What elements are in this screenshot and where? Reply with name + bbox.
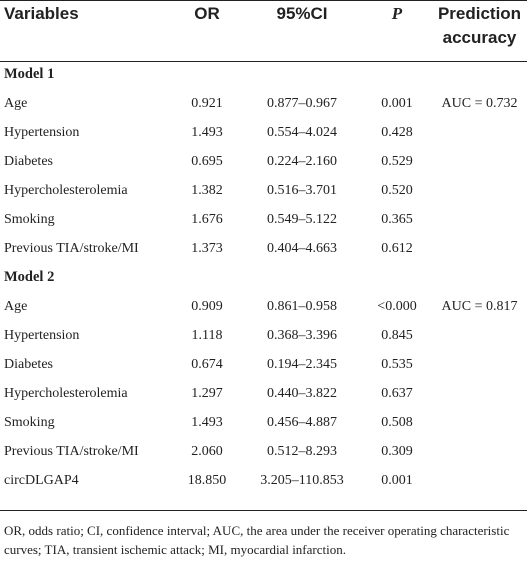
table-footnote: OR, odds ratio; CI, confidence interval; AUC, the area under the receiver operating characteristic curves; TIA, transient ischemic attack; MI, myocardial infarction.	[4, 523, 510, 557]
section-label: Model 2	[4, 269, 55, 285]
cell-or: 1.297	[191, 385, 223, 401]
cell-accuracy	[432, 176, 527, 205]
cell-accuracy: AUC = 0.732	[441, 95, 518, 111]
table-row	[0, 350, 527, 379]
table-bottom-rule	[0, 510, 527, 511]
cell-ci: 0.516–3.701	[267, 182, 337, 198]
table-row	[0, 89, 527, 118]
cell-variable: Hypertension	[4, 124, 80, 140]
cell-p: 0.637	[381, 385, 413, 401]
header-row	[0, 0, 527, 60]
cell-variable: Smoking	[4, 414, 55, 430]
cell-accuracy	[432, 147, 527, 176]
header-prediction-accuracy: Prediction accuracy	[437, 4, 522, 47]
cell-ci: 0.440–3.822	[267, 385, 337, 401]
cell-ci: 0.224–2.160	[267, 153, 337, 169]
cell-or: 0.674	[191, 356, 223, 372]
cell-accuracy	[432, 234, 527, 263]
cell-or: 1.382	[191, 182, 223, 198]
cell-ci: 0.512–8.293	[267, 443, 337, 459]
cell-accuracy	[432, 118, 527, 147]
header-ci: 95%CI	[276, 4, 328, 23]
cell-accuracy	[432, 205, 527, 234]
cell-p: 0.529	[381, 153, 413, 169]
cell-ci: 0.194–2.345	[267, 356, 337, 372]
cell-p: 0.428	[381, 124, 413, 140]
table-row	[0, 176, 527, 205]
section-label: Model 1	[4, 66, 55, 82]
table-row	[0, 292, 527, 321]
cell-variable: Hypercholesterolemia	[4, 182, 128, 198]
cell-or: 1.493	[191, 414, 223, 430]
table-row	[0, 234, 527, 263]
cell-accuracy	[432, 408, 527, 437]
cell-or: 0.909	[191, 298, 223, 314]
cell-or: 2.060	[191, 443, 223, 459]
cell-variable: circDLGAP4	[4, 472, 79, 488]
cell-ci: 0.368–3.396	[267, 327, 337, 343]
cell-variable: Age	[4, 95, 28, 111]
cell-accuracy	[432, 437, 527, 466]
cell-variable: Smoking	[4, 211, 55, 227]
cell-ci: 0.549–5.122	[267, 211, 337, 227]
cell-ci: 0.456–4.887	[267, 414, 337, 430]
cell-variable: Hypertension	[4, 327, 80, 343]
cell-accuracy	[432, 466, 527, 495]
cell-variable: Diabetes	[4, 356, 53, 372]
cell-p: <0.000	[377, 298, 417, 314]
table-row	[0, 118, 527, 147]
section-row-model1	[0, 60, 527, 89]
cell-ci: 0.554–4.024	[267, 124, 337, 140]
cell-p: 0.520	[381, 182, 413, 198]
table-row	[0, 321, 527, 350]
cell-or: 1.493	[191, 124, 223, 140]
cell-variable: Hypercholesterolemia	[4, 385, 128, 401]
cell-p: 0.508	[381, 414, 413, 430]
section-row-model2	[0, 263, 527, 292]
cell-p: 0.535	[381, 356, 413, 372]
cell-ci: 0.877–0.967	[267, 95, 337, 111]
table-row	[0, 466, 527, 495]
cell-variable: Diabetes	[4, 153, 53, 169]
table-row	[0, 147, 527, 176]
cell-or: 0.921	[191, 95, 223, 111]
cell-p: 0.001	[381, 95, 413, 111]
header-or: OR	[194, 4, 220, 23]
cell-accuracy: AUC = 0.817	[441, 298, 518, 314]
cell-or: 18.850	[187, 472, 227, 488]
table-body	[0, 60, 527, 495]
cell-accuracy	[432, 379, 527, 408]
cell-p: 0.309	[381, 443, 413, 459]
cell-p: 0.001	[381, 472, 413, 488]
cell-accuracy	[432, 350, 527, 379]
table-row	[0, 205, 527, 234]
cell-ci: 0.404–4.663	[267, 240, 337, 256]
table-row	[0, 437, 527, 466]
cell-or: 1.676	[191, 211, 223, 227]
cell-variable: Previous TIA/stroke/MI	[4, 443, 139, 459]
table-row	[0, 379, 527, 408]
cell-or: 0.695	[191, 153, 223, 169]
cell-or: 1.118	[191, 327, 223, 343]
header-variables: Variables	[4, 4, 79, 23]
cell-variable: Previous TIA/stroke/MI	[4, 240, 139, 256]
cell-ci: 0.861–0.958	[267, 298, 337, 314]
table-row	[0, 408, 527, 437]
cell-p: 0.365	[381, 211, 413, 227]
table-top-rule	[0, 0, 527, 1]
cell-variable: Age	[4, 298, 28, 314]
cell-accuracy	[432, 321, 527, 350]
header-p: P	[391, 4, 403, 23]
cell-or: 1.373	[191, 240, 223, 256]
cell-p: 0.845	[381, 327, 413, 343]
cell-p: 0.612	[381, 240, 413, 256]
cell-ci: 3.205–110.853	[260, 472, 344, 488]
header-rule	[0, 61, 527, 62]
